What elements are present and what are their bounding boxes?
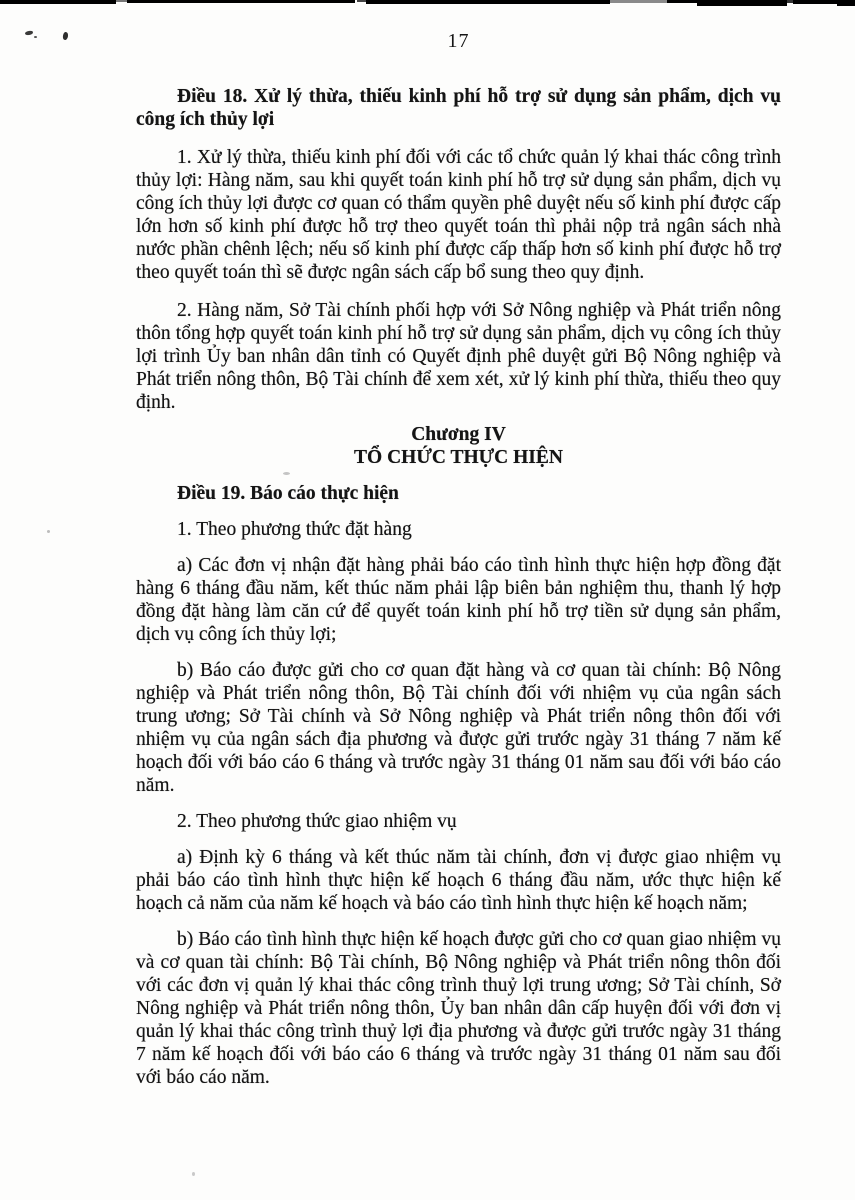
chapter-4-heading	[136, 423, 781, 469]
article-19-item-2-point-b: b) Báo cáo tình hình thực hiện kế hoạch được gửi cho cơ quan giao nhiệm vụ và cơ quan tài chính: Bộ Tài chính, Bộ Nông nghiệp và Phát triển nông thôn đối với các đơn vị quản lý khai thác công trình thuỷ lợi trung ương; Sở Tài chính, Sở Nông nghiệp và Phát triển nông thôn, Ủy ban nhân dân cấp huyện đối với đơn vị quản lý khai thác công trình thuỷ lợi địa phương và được gửi trước ngày 31 tháng 7 năm kế hoạch đối với báo cáo 6 tháng và trước ngày 31 tháng 01 năm sau đối với báo cáo năm.	[136, 929, 781, 1088]
article-19-item-2-point-a: a) Định kỳ 6 tháng và kết thúc năm tài chính, đơn vị được giao nhiệm vụ phải báo cáo tình hình thực hiện kế hoạch 6 tháng đầu năm, ước thực hiện kế hoạch cả năm của năm kế hoạch và báo cáo tình hình thực hiện kế hoạch năm;	[136, 847, 781, 914]
scan-speckle	[62, 32, 69, 41]
article-19-item-1-intro: 1. Theo phương thức đặt hàng	[177, 519, 412, 540]
article-18-clause-2: 2. Hàng năm, Sở Tài chính phối hợp với Sở Nông nghiệp và Phát triển nông thôn tổng hợp quyết toán kinh phí hỗ trợ sử dụng sản phẩm, dịch vụ công ích thủy lợi trình Ủy ban nhân dân tỉnh có Quyết định phê duyệt gửi Bộ Nông nghiệp và Phát triển nông thôn, Bộ Tài chính để xem xét, xử lý kinh phí thừa, thiếu theo quy định.	[136, 300, 781, 413]
scan-speckle	[192, 1172, 195, 1176]
article-19-item-1-point-a: a) Các đơn vị nhận đặt hàng phải báo cáo tình hình thực hiện hợp đồng đặt hàng 6 tháng đầu năm, kết thúc năm phải lập biên bản nghiệm thu, thanh lý hợp đồng đặt hàng làm căn cứ để quyết toán kinh phí hỗ trợ tiền sử dụng sản phẩm, dịch vụ công ích thủy lợi;	[136, 555, 781, 645]
article-19-heading: Điều 19. Báo cáo thực hiện	[177, 483, 399, 504]
article-18-heading: Điều 18. Xử lý thừa, thiếu kinh phí hỗ trợ sử dụng sản phẩm, dịch vụ công ích thủy lợi	[136, 86, 781, 130]
scan-speckle	[47, 530, 50, 533]
chapter-4-label: Chương IV	[411, 424, 506, 445]
scan-speckle	[34, 36, 37, 38]
page-number: 17	[447, 30, 470, 52]
scan-artifact-top-edge	[0, 0, 855, 8]
scan-speckle	[25, 30, 33, 35]
article-19-item-1-point-b: b) Báo cáo được gửi cho cơ quan đặt hàng và cơ quan tài chính: Bộ Nông nghiệp và Phát triển nông thôn, Bộ Tài chính đối với nhiệm vụ của ngân sách trung ương; Sở Tài chính và Sở Nông nghiệp và Phát triển nông thôn đối với nhiệm vụ của ngân sách địa phương và được gửi trước ngày 31 tháng 7 năm kế hoạch đối với báo cáo 6 tháng và trước ngày 31 tháng 01 năm sau đối với báo cáo năm.	[136, 660, 781, 796]
article-19-item-2-intro: 2. Theo phương thức giao nhiệm vụ	[177, 811, 457, 832]
article-18-clause-1: 1. Xử lý thừa, thiếu kinh phí đối với các tổ chức quản lý khai thác công trình thủy lợi: Hàng năm, sau khi quyết toán kinh phí hỗ trợ sử dụng sản phẩm, dịch vụ công ích thủy lợi được cơ quan có thẩm quyền phê duyệt nếu số kinh phí được cấp lớn hơn số kinh phí được hỗ trợ theo quyết toán thì phải nộp trả ngân sách nhà nước phần chênh lệch; nếu số kinh phí được cấp thấp hơn số kinh phí được hỗ trợ theo quyết toán thì sẽ được ngân sách cấp bổ sung theo quy định.	[136, 147, 781, 283]
document-body	[136, 85, 781, 1089]
chapter-4-title: TỔ CHỨC THỰC HIỆN	[354, 447, 563, 468]
